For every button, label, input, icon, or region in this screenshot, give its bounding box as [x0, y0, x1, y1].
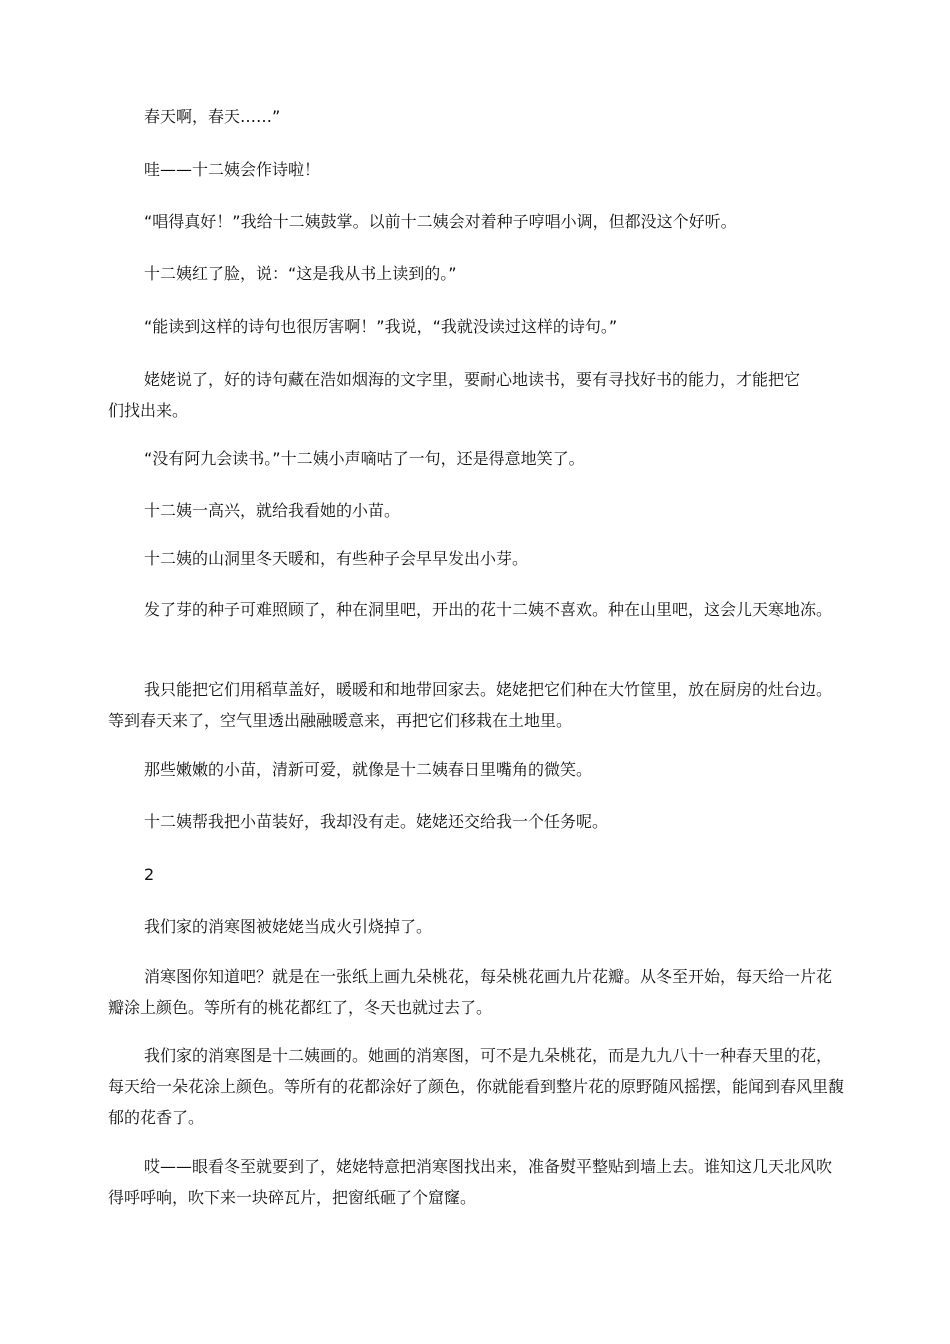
paragraph-5: “能读到这样的诗句也很厉害啊！”我说，“我就没读过这样的诗句。”: [144, 317, 618, 336]
paragraph-3: “唱得真好！”我给十二姨鼓掌。以前十二姨会对着种子哼唱小调，但都没这个好听。: [144, 212, 737, 231]
paragraph-8: 十二姨一高兴，就给我看她的小苗。: [144, 501, 401, 520]
paragraph-12: 那些嫩嫩的小苗，清新可爱，就像是十二姨春日里嘴角的微笑。: [144, 760, 593, 779]
paragraph-2: 哇——十二姨会作诗啦！: [144, 160, 321, 179]
paragraph-10: 发了芽的种子可难照顾了，种在洞里吧，开出的花十二姨不喜欢。种在山里吧，这会儿天寒地冻。: [144, 600, 833, 619]
paragraph-14: 我们家的消寒图被姥姥当成火引烧掉了。: [144, 917, 433, 936]
paragraph-7: “没有阿九会读书。”十二姨小声嘀咕了一句，还是得意地笑了。: [144, 449, 585, 468]
section-number: 2: [144, 865, 155, 884]
paragraph-6: 姥姥说了，好的诗句藏在浩如烟海的文字里，要耐心地读书，要有寻找好书的能力，才能把它们找出来。: [108, 370, 801, 420]
paragraph-9: 十二姨的山洞里冬天暖和，有些种子会早早发出小芽。: [144, 549, 529, 568]
paragraph-13: 十二姨帮我把小苗装好，我却没有走。姥姥还交给我一个任务呢。: [144, 812, 609, 831]
paragraph-1: 春天啊，春天……”: [144, 107, 281, 126]
paragraph-16: 我们家的消寒图是十二姨画的。她画的消寒图，可不是九朵桃花，而是九九八十一种春天里的花，每天给一朵花涂上颜色。等所有的花都涂好了颜色，你就能看到整片花的原野随风摇摆，能闻到春风里馥郁的花香了。: [108, 1046, 845, 1127]
paragraph-4: 十二姨红了脸，说：“这是我从书上读到的。”: [144, 264, 457, 283]
paragraph-17: 哎——眼看冬至就要到了，姥姥特意把消寒图找出来，准备熨平整贴到墙上去。谁知这几天北风吹得呼呼响，吹下来一块碎瓦片，把窗纸砸了个窟窿。: [108, 1157, 833, 1207]
paragraph-15: 消寒图你知道吧？就是在一张纸上画九朵桃花，每朵桃花画九片花瓣。从冬至开始，每天给一片花瓣涂上颜色。等所有的桃花都红了，冬天也就过去了。: [108, 967, 833, 1017]
paragraph-11: 我只能把它们用稻草盖好，暖暖和和地带回家去。姥姥把它们种在大竹筐里，放在厨房的灶台边。等到春天来了，空气里透出融融暖意来，再把它们移栽在土地里。: [108, 680, 833, 730]
